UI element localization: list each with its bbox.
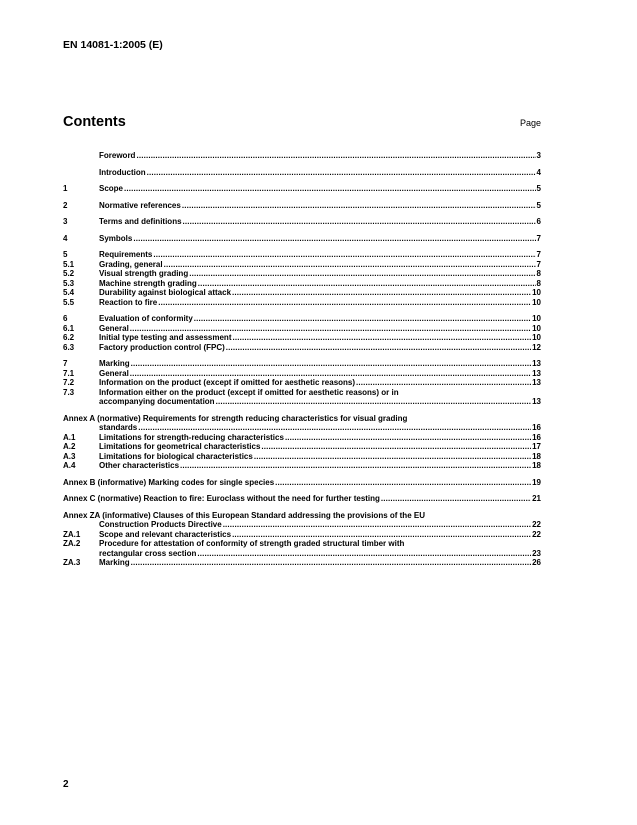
toc-entry-page: 10 xyxy=(532,297,541,307)
toc-entry-number: 7.1 xyxy=(63,368,75,378)
toc-entry-number: 1 xyxy=(63,184,68,193)
toc-entry-title: Marking xyxy=(99,359,130,368)
toc-entry-title: Durability against biological attack xyxy=(99,288,232,297)
toc-entry-title: Factory production control (FPC) xyxy=(99,342,225,352)
toc-entry[interactable] xyxy=(63,378,541,388)
dot-leader xyxy=(198,279,536,289)
toc-entry-title: Information on the product (except if omitted for aesthetic reasons) xyxy=(99,378,356,387)
toc-entry-page: 5 xyxy=(536,200,541,210)
toc-entry-page: 22 xyxy=(532,520,541,529)
toc-entry-title: Evaluation of conformity xyxy=(99,314,193,323)
toc-entry-number: 7.2 xyxy=(63,378,75,387)
toc-entry[interactable] xyxy=(63,549,541,559)
toc-entry-title: Other characteristics xyxy=(99,461,180,470)
toc-entry[interactable] xyxy=(63,511,541,521)
toc-entry-page: 4 xyxy=(536,167,541,177)
toc-entry[interactable] xyxy=(63,234,541,244)
toc-entry-title: rectangular cross section xyxy=(99,548,197,558)
page-number: 2 xyxy=(63,779,69,790)
toc-entry[interactable] xyxy=(63,478,541,488)
toc-entry-title: Construction Products Directive xyxy=(99,520,222,529)
toc-entry-title: standards xyxy=(99,423,138,432)
toc-entry-number: 6 xyxy=(63,314,68,323)
toc-entry[interactable] xyxy=(63,520,541,530)
dot-leader xyxy=(261,442,531,452)
toc-entry-number: A.1 xyxy=(63,432,76,442)
toc-entry-page: 13 xyxy=(532,368,541,378)
dot-leader xyxy=(138,423,531,433)
toc-entry-number: 5.3 xyxy=(63,278,75,288)
toc-entry-page: 23 xyxy=(532,548,541,558)
toc-entry[interactable] xyxy=(63,530,541,540)
toc-entry[interactable] xyxy=(63,423,541,433)
toc-entry-title: Annex B (informative) Marking codes for single species xyxy=(63,477,275,487)
toc-entry-page: 7 xyxy=(536,259,541,269)
dot-leader xyxy=(130,369,531,379)
toc-entry[interactable] xyxy=(63,359,541,369)
dot-leader xyxy=(131,558,531,568)
toc-entry-page: 17 xyxy=(532,442,541,451)
toc-entry[interactable] xyxy=(63,558,541,568)
toc-entry[interactable] xyxy=(63,250,541,260)
toc-entry-number: 5.5 xyxy=(63,297,75,307)
toc-entry-number: A.4 xyxy=(63,461,76,470)
dot-leader xyxy=(254,452,531,462)
toc-entry-number: 2 xyxy=(63,200,68,210)
toc-entry-number: 7 xyxy=(63,359,68,368)
toc-entry[interactable] xyxy=(63,461,541,471)
toc-entry-number: 6.1 xyxy=(63,323,75,333)
toc-entry-title: General xyxy=(99,368,129,378)
toc-entry[interactable] xyxy=(63,260,541,270)
toc-entry-page: 21 xyxy=(532,494,541,503)
dot-leader xyxy=(232,288,531,298)
dot-leader xyxy=(130,324,531,334)
toc-entry-title: Marking xyxy=(99,558,130,567)
document-header: EN 14081-1:2005 (E) xyxy=(63,39,163,51)
toc-entry-number: 5.1 xyxy=(63,259,75,269)
toc-entry-title: Normative references xyxy=(99,200,181,210)
toc-entry-number: 5 xyxy=(63,250,68,259)
toc-entry[interactable] xyxy=(63,184,541,194)
toc-entry-page: 10 xyxy=(532,333,541,342)
toc-entry[interactable] xyxy=(63,151,541,161)
dot-leader xyxy=(158,298,531,308)
toc-entry-number: 3 xyxy=(63,217,68,226)
page-column-label: Page xyxy=(519,118,541,128)
toc-entry-page: 5 xyxy=(536,184,541,193)
toc-entry-title: Scope and relevant characteristics xyxy=(99,529,232,539)
dot-leader xyxy=(183,217,536,227)
toc-entry-title: Limitations for strength-reducing characteristics xyxy=(99,432,284,442)
toc-entry-title: Symbols xyxy=(99,233,133,243)
toc-entry-page: 16 xyxy=(532,423,541,432)
dot-leader xyxy=(223,520,531,530)
dot-leader xyxy=(131,359,531,369)
toc-entry-number: A.2 xyxy=(63,442,76,451)
toc-entry[interactable] xyxy=(63,369,541,379)
toc-entry-page: 10 xyxy=(532,288,541,297)
dot-leader xyxy=(232,333,531,343)
toc-entry-number: ZA.1 xyxy=(63,529,81,539)
dot-leader xyxy=(124,184,536,194)
toc-entry-page: 6 xyxy=(536,217,541,226)
toc-entry[interactable] xyxy=(63,279,541,289)
toc-entry[interactable] xyxy=(63,269,541,279)
table-of-contents xyxy=(63,151,541,568)
toc-entry-title: accompanying documentation xyxy=(99,397,215,406)
toc-entry-page: 16 xyxy=(532,432,541,442)
toc-entry-title: Introduction xyxy=(99,167,146,177)
dot-leader xyxy=(216,397,532,407)
toc-entry-title: Annex A (normative) Requirements for strength reducing characteristics for visual grading xyxy=(63,413,408,423)
toc-entry-title: Annex C (normative) Reaction to fire: Euroclass without the need for further testing xyxy=(63,494,380,503)
dot-leader xyxy=(153,250,535,260)
toc-entry[interactable] xyxy=(63,324,541,334)
toc-entry-title: Machine strength grading xyxy=(99,278,197,288)
toc-entry-page: 22 xyxy=(532,529,541,539)
toc-entry-page: 13 xyxy=(532,378,541,387)
toc-entry-page: 10 xyxy=(532,314,541,323)
toc-entry-number: 5.2 xyxy=(63,269,75,278)
toc-entry-title: Initial type testing and assessment xyxy=(99,333,232,342)
dot-leader xyxy=(381,494,531,504)
toc-entry-page: 12 xyxy=(532,342,541,352)
toc-entry[interactable] xyxy=(63,288,541,298)
toc-entry-number: 4 xyxy=(63,233,68,243)
toc-entry-title: Limitations for geometrical characteristics xyxy=(99,442,261,451)
toc-entry-number: 7.3 xyxy=(63,387,75,397)
toc-entry[interactable] xyxy=(63,442,541,452)
dot-leader xyxy=(356,378,531,388)
toc-entry[interactable] xyxy=(63,217,541,227)
toc-entry-page: 8 xyxy=(536,278,541,288)
toc-entry[interactable] xyxy=(63,333,541,343)
dot-leader xyxy=(194,314,531,324)
toc-entry-number: 6.3 xyxy=(63,342,75,352)
toc-entry-number: ZA.3 xyxy=(63,558,81,567)
dot-leader xyxy=(226,343,531,353)
toc-entry-page: 18 xyxy=(532,451,541,461)
toc-entry[interactable] xyxy=(63,433,541,443)
toc-entry[interactable] xyxy=(63,201,541,211)
toc-entry-title: Terms and definitions xyxy=(99,217,182,226)
toc-entry-number: ZA.2 xyxy=(63,539,81,548)
toc-entry[interactable] xyxy=(63,494,541,504)
dot-leader xyxy=(275,478,531,488)
toc-entry-title: Requirements xyxy=(99,250,153,259)
toc-entry-page: 7 xyxy=(536,250,541,259)
dot-leader xyxy=(136,151,535,161)
toc-entry-number: 6.2 xyxy=(63,333,75,342)
toc-entry-title: Grading, general xyxy=(99,259,163,269)
toc-entry-number: A.3 xyxy=(63,451,76,461)
dot-leader xyxy=(232,530,531,540)
toc-entry-title: Reaction to fire xyxy=(99,297,158,307)
dot-leader xyxy=(164,260,536,270)
dot-leader xyxy=(189,269,535,279)
toc-entry-page: 13 xyxy=(532,359,541,368)
toc-entry[interactable] xyxy=(63,397,541,407)
toc-entry[interactable] xyxy=(63,298,541,308)
toc-entry-page: 8 xyxy=(536,269,541,278)
toc-entry-page: 3 xyxy=(536,151,541,160)
dot-leader xyxy=(133,234,535,244)
dot-leader xyxy=(147,168,536,178)
dot-leader xyxy=(197,549,531,559)
toc-entry-page: 7 xyxy=(536,233,541,243)
toc-entry[interactable] xyxy=(63,314,541,324)
toc-entry[interactable] xyxy=(63,388,541,398)
toc-entry[interactable] xyxy=(63,452,541,462)
toc-entry-page: 18 xyxy=(532,461,541,470)
dot-leader xyxy=(180,461,531,471)
toc-entry-page: 13 xyxy=(532,397,541,406)
toc-entry-title: Limitations for biological characteristics xyxy=(99,451,253,461)
toc-entry-title: Annex ZA (informative) Clauses of this European Standard addressing the provisions of the EU xyxy=(63,510,425,520)
toc-entry-title: Foreword xyxy=(99,151,136,160)
toc-entry-page: 10 xyxy=(532,323,541,333)
dot-leader xyxy=(182,201,536,211)
toc-entry-number: 5.4 xyxy=(63,288,75,297)
toc-entry-page: 19 xyxy=(532,477,541,487)
toc-entry[interactable] xyxy=(63,168,541,178)
toc-entry-title: Information either on the product (except if omitted for aesthetic reasons) or in xyxy=(99,387,399,397)
toc-entry-title: Visual strength grading xyxy=(99,269,189,278)
toc-entry-page: 26 xyxy=(532,558,541,567)
toc-entry-title: Scope xyxy=(99,184,124,193)
toc-entry[interactable] xyxy=(63,539,541,549)
dot-leader xyxy=(285,433,531,443)
toc-entry-title: General xyxy=(99,323,129,333)
toc-entry-title: Procedure for attestation of conformity of strength graded structural timber with xyxy=(99,539,405,548)
toc-entry[interactable] xyxy=(63,343,541,353)
contents-heading: Contents xyxy=(63,114,126,130)
toc-entry[interactable] xyxy=(63,414,541,424)
